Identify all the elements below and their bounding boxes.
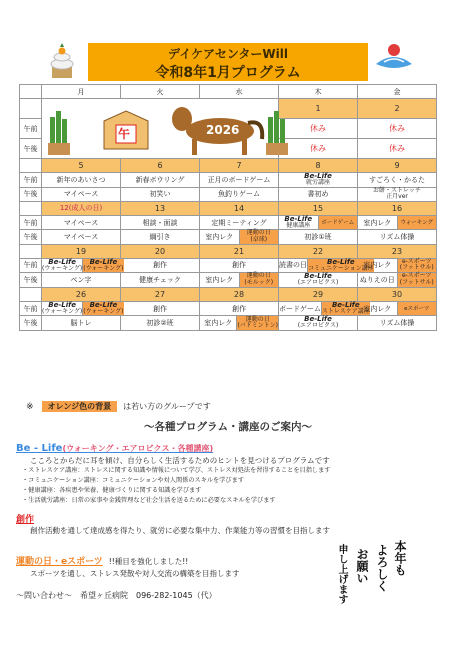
date-29: 29: [279, 287, 358, 301]
program-cell: 綱引き: [121, 230, 200, 244]
program-cell: 創作: [121, 258, 200, 273]
program-cell: お餅・ストレッチ 正月ver: [358, 187, 437, 201]
dow-thu: 木: [279, 85, 358, 99]
program-cell: 魚釣りゲーム: [200, 187, 279, 201]
sports-note: !!種目を強化しました!!: [108, 557, 189, 566]
calendar-table: 月 火 水 木 金 午 2026 1 2 午前 休み 休み 午後 休み 休み 5 6 7 8 9 午前 新年のあいさつ 新春ボウリング 正月のボードゲーム Be-Life 就労講座 すごろく・かるた 午後 マイペース 初笑い 魚釣りゲーム 書初め お餅・ストレッチ 正月ver 12(成人の日) 13 14 15 16 午前 マイペース 相談・面談 定期ミーティング Be-Life 健康講座 ボードゲーム 室内レク ウォーキング 午後 マイペース 綱引き 室内レク 運動の日 (卓球) 初診①班 リズム体操 19 20 21 22 23 午前 Be-Life (ウォーキング) Be-Life (ウォーキング) 創作 創作 読書の日 Be-Life コミュニケーション講座 室内レク e-スポーツ (フットサル) 午後 ペン字 健康チェック 室内レク 運動の日 (モルック) Be-Life (エアロビクス) ぬりえの日 e-スポーツ (フットサル) 26 27 28 29 30 午前 Be-Life (ウォーキング) Be-Life (ウォーキング) 創作 創作 ボードゲーム Be-Life ストレスケア講座 室内レク eスポーツ 午後 脳トレ 初診②班 室内レク 運動の日 (バドミントン) Be-Life (エアロビクス) リズム体操: [19, 84, 437, 331]
program-cell: 脳トレ: [42, 316, 121, 331]
program-cell: マイペース: [42, 215, 121, 230]
holiday-cell: 休み: [358, 119, 437, 139]
program-cell-split: 読書の日 Be-Life コミュニケーション講座: [279, 257, 374, 272]
info-title: ～各種プログラム・講座のご案内～: [144, 421, 312, 433]
program-cell-split: 室内レク 運動の日 (バドミントン): [200, 316, 279, 331]
date-26: 26: [42, 287, 121, 301]
program-cell: 健康チェック: [121, 273, 200, 288]
program-cell: Be-Life (エアロビクス): [279, 316, 358, 331]
date-2: 2: [358, 99, 437, 119]
program-cell: 相談・面談: [121, 215, 200, 230]
program-cell: 創作: [200, 301, 279, 316]
program-cell: 初診①班: [279, 230, 358, 244]
program-cell: マイペース: [42, 187, 121, 201]
sousaku-section: [16, 512, 330, 536]
date-7: 7: [200, 159, 279, 173]
sports-heading: 運動の日・eスポーツ: [16, 557, 103, 567]
belife-section: [16, 436, 330, 506]
date-28: 28: [200, 287, 279, 301]
program-cell-split: 室内レク 運動の日 (卓球): [200, 230, 279, 244]
date-15: 15: [279, 201, 358, 215]
date-8: 8: [279, 159, 358, 173]
date-27: 27: [121, 287, 200, 301]
program-cell-split: 室内レク 運動の日 (モルック): [200, 273, 279, 288]
program-cell: 創作: [121, 301, 200, 316]
sports-text: スポーツを通し、ストレス発散や対人交流の構築を目指します: [30, 569, 240, 578]
new-year-illustration: [42, 99, 279, 159]
legend-note: は若い方のグループです: [123, 402, 211, 411]
date-13: 13: [121, 201, 200, 215]
program-cell: 書初め: [279, 187, 358, 201]
ema-character: 午: [118, 127, 131, 141]
date-20: 20: [121, 244, 200, 258]
belife-text: こころとからだに耳を傾け、自分らしく生活するためのヒントを見つけるプログラムです: [30, 456, 330, 465]
dow-wed: 水: [200, 85, 279, 99]
program-cell: 創作: [200, 258, 279, 273]
legend-swatch: オレンジ色の背景: [42, 401, 118, 412]
header: [18, 38, 438, 86]
program-cell: マイペース: [42, 230, 121, 244]
date-5: 5: [42, 159, 121, 173]
date-1: 1: [279, 99, 358, 119]
facility-name: デイケアセンターWill: [168, 47, 288, 61]
program-cell: 新年のあいさつ: [42, 173, 121, 188]
program-cell-split: 室内レク e-スポーツ (フットサル): [358, 258, 437, 273]
date-14: 14: [200, 201, 279, 215]
program-cell-split: ぬりえの日 e-スポーツ (フットサル): [358, 273, 437, 288]
program-cell: すごろく・かるた: [358, 173, 437, 188]
program-cell: Be-Life 就労講座: [279, 173, 358, 188]
program-cell: リズム体操: [358, 316, 437, 331]
program-cell: 正月のボードゲーム: [200, 173, 279, 188]
program-cell-split: Be-Life (ウォーキング) Be-Life (ウォーキング): [42, 257, 124, 272]
program-cell: リズム体操: [358, 230, 437, 244]
program-cell-split: ボードゲーム Be-Life ストレスケア講座: [279, 300, 370, 315]
dow-fri: 金: [358, 85, 437, 99]
kagami-mochi-icon: [48, 40, 76, 80]
page-title: 令和8年1月プログラム: [155, 65, 301, 81]
program-cell-split: Be-Life 健康講座 ボードゲーム: [279, 215, 358, 230]
program-cell-split: 室内レク ウォーキング: [358, 215, 437, 230]
sousaku-text: 創作活動を通して達成感を得たり、就労に必要な集中力、作業能力等の習慣を目指します: [30, 526, 330, 535]
year-badge: 2026: [206, 123, 240, 137]
holiday-cell: 休み: [279, 139, 358, 159]
date-23: 23: [358, 244, 437, 258]
date-16: 16: [358, 201, 437, 215]
program-cell: 初診②班: [121, 316, 200, 331]
holiday-cell: 休み: [358, 139, 437, 159]
program-cell: 新春ボウリング: [121, 173, 200, 188]
holiday-cell: 休み: [279, 119, 358, 139]
date-22: 22: [279, 244, 358, 258]
sports-section: [16, 549, 239, 579]
program-cell: 定期ミーティング: [200, 215, 279, 230]
date-12: 12(成人の日): [42, 201, 121, 215]
date-9: 9: [358, 159, 437, 173]
new-year-greeting: 本年も よろしく お願い 申し上げます: [336, 540, 407, 604]
date-19: 19: [42, 244, 121, 258]
date-6: 6: [121, 159, 200, 173]
belife-heading: Be - Life: [16, 443, 63, 454]
program-cell: 初笑い: [121, 187, 200, 201]
program-cell: ペン字: [42, 273, 121, 288]
belife-bullets: ・ストレスケア講座：ストレスに関する知識や情報について学び、ストレス対処法を習得することを目指します ・コミュニケーション講座：コミュニケーションや対人関係のスキルを学びます ・健康講座：各疾患や栄養、健康づくりに関する知識を学びます ・生活就労講座：日常の家事や金銭管理など社会生活を送るために必要なスキルを学びます: [22, 467, 331, 504]
kite-icon: [374, 42, 414, 78]
sousaku-heading: 創作: [16, 515, 35, 525]
dow-tue: 火: [121, 85, 200, 99]
contact-info: ～問い合わせ～ 希望ヶ丘病院 096-282-1045（代）: [16, 591, 217, 600]
date-30: 30: [358, 287, 437, 301]
program-cell: Be-Life (エアロビクス): [279, 273, 358, 288]
date-21: 21: [200, 244, 279, 258]
legend: ※ オレンジ色の背景 は若い方のグループです: [26, 402, 211, 412]
horse-icon: [42, 99, 292, 157]
program-cell-split: 室内レク eスポーツ: [358, 301, 437, 316]
belife-subheading: (ウォーキング・エアロビクス・各種講座): [62, 444, 214, 453]
dow-mon: 月: [42, 85, 121, 99]
program-cell-split: Be-Life (ウォーキング) Be-Life (ウォーキング): [42, 300, 124, 315]
